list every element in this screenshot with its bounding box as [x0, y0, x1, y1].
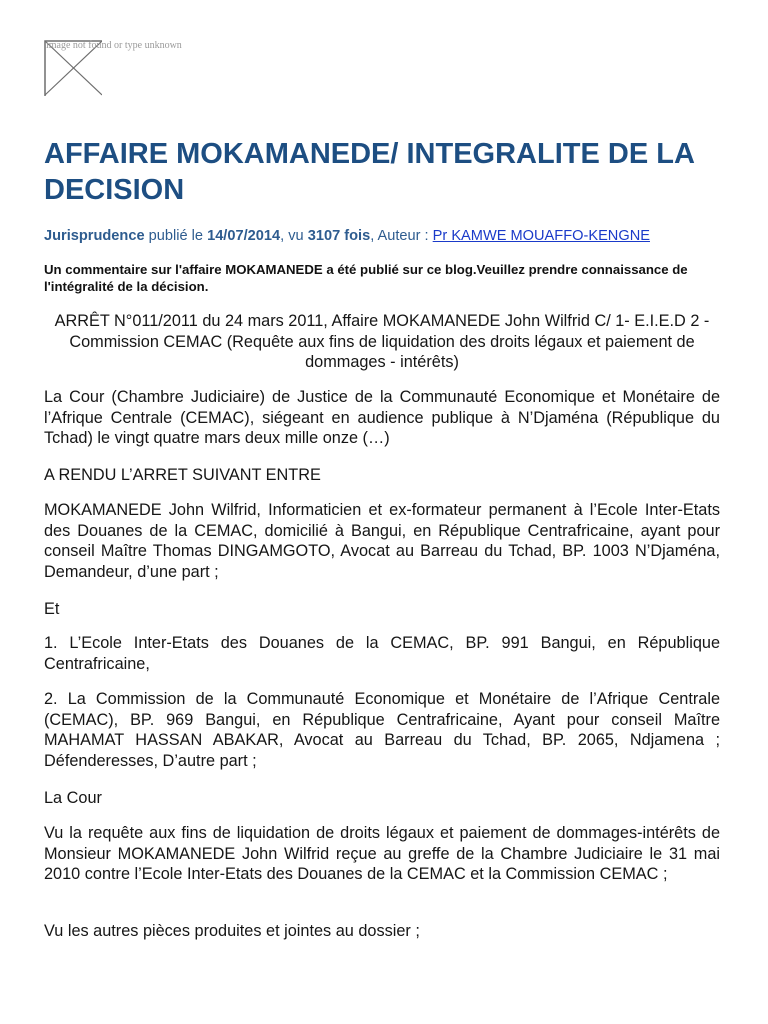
vu-request-paragraph: Vu la requête aux fins de liquidation de droits légaux et paiement de dommages-intérêts de Monsieur MOKAMANEDE John Wilfrid reçue au greffe de la Chambre Judiciaire le 31 mai 2010 contre l’Ecole Inter-Etats des Douanes de la CEMAC et la Commission CEMAC ;: [44, 824, 720, 883]
article-meta: [44, 228, 650, 244]
defendant-item-2: 2. La Commission de la Communauté Economique et Monétaire de l’Afrique Centrale (CEMAC), BP. 969 Bangui, en République Centrafricaine, Ayant pour conseil Maître MAHAMAT HASSAN ABAKAR, Avocat au Barreau du Tchad, BP. 2065, Ndjamena ; Défenderesses, D’autre part ;: [44, 690, 720, 770]
meta-views-count: 3107 fois: [307, 228, 371, 244]
meta-date: 14/07/2014: [207, 228, 281, 244]
court-intro-paragraph: La Cour (Chambre Judiciaire) de Justice de la Communauté Economique et Monétaire de l’Afrique Centrale (CEMAC), siégeant en audience publique à N’Djaména (République du Tchad) le vingt quatre mars deux mille onze (…): [44, 388, 720, 447]
plaintiff-paragraph: MOKAMANEDE John Wilfrid, Informaticien et ex-formateur permanent à l’Ecole Inter-Etats des Douanes de la CEMAC, domicilié à Bangui, en République Centrafricaine, ayant pour conseil Maître Thomas DINGAMGOTO, Avocat au Barreau du Tchad, BP. 1003 N’Djaména, Demandeur, d’une part ;: [44, 501, 720, 581]
la-cour-paragraph: La Cour: [44, 789, 102, 807]
conjunction-paragraph: Et: [44, 600, 60, 618]
author-link[interactable]: Pr KAMWE MOUAFFO-KENGNE: [432, 228, 650, 244]
decision-reference: ARRÊT N°011/2011 du 24 mars 2011, Affaire MOKAMANEDE John Wilfrid C/ 1- E.I.E.D 2 - Commission CEMAC (Requête aux fins de liquidation des droits légaux et paiement de dommages - intérêts): [54, 312, 710, 371]
article-title: AFFAIRE MOKAMANEDE/ INTEGRALITE DE LA DECISION: [44, 138, 694, 206]
broken-image-placeholder: [44, 40, 182, 96]
meta-published-label: publié le: [148, 228, 204, 244]
meta-views-prefix: , vu: [280, 228, 304, 244]
meta-author-label: , Auteur :: [370, 228, 429, 244]
article-intro: Un commentaire sur l'affaire MOKAMANEDE a été publié sur ce blog.Veuillez prendre connaissance de l'intégralité de la décision.: [44, 262, 688, 294]
defendant-item-1: 1. L’Ecole Inter-Etats des Douanes de la CEMAC, BP. 991 Bangui, en République Centrafricaine,: [44, 634, 720, 673]
image-alt-text: image not found or type unknown: [46, 40, 182, 51]
ruling-heading: A RENDU L’ARRET SUIVANT ENTRE: [44, 466, 321, 484]
vu-documents-paragraph: Vu les autres pièces produites et jointes au dossier ;: [44, 922, 420, 940]
meta-category: Jurisprudence: [44, 228, 145, 244]
